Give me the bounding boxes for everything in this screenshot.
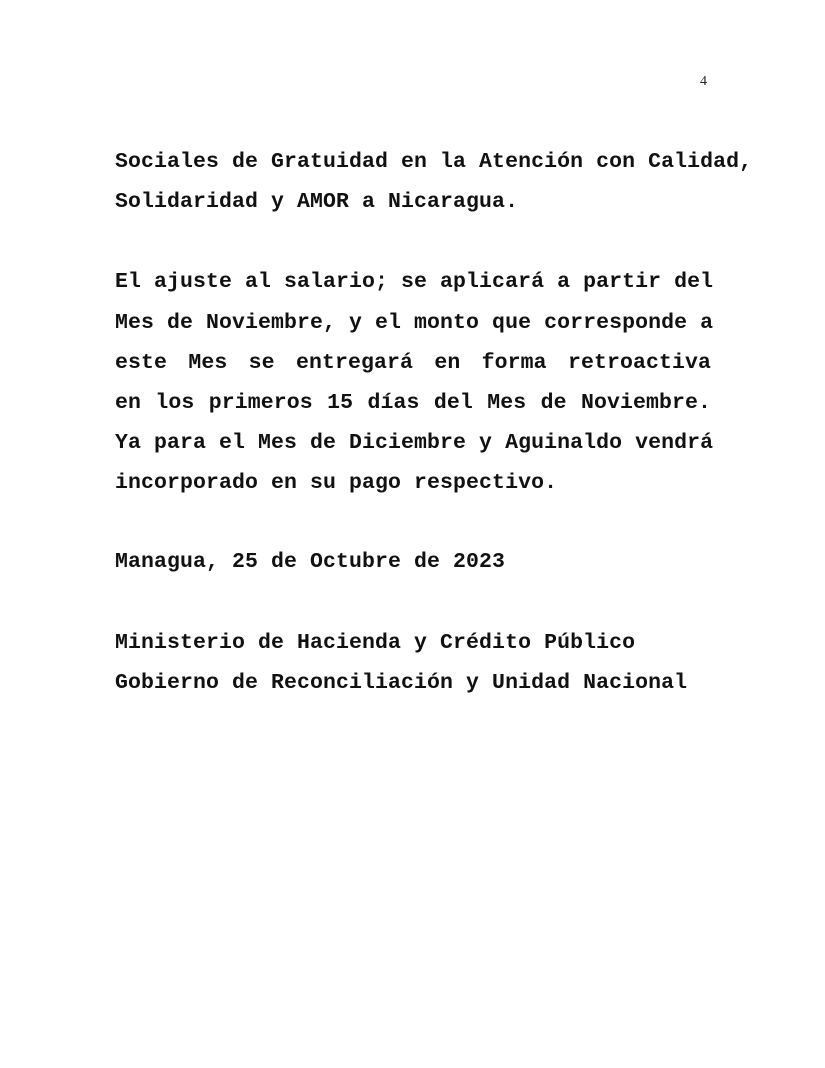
text-line: este Mes se entregará en forma retroactiva: [115, 351, 711, 375]
signature-government: Gobierno de Reconciliación y Unidad Nacional: [115, 671, 688, 695]
page-number: 4: [700, 74, 707, 89]
text-line: El ajuste al salario; se aplicará a partir del: [115, 270, 714, 294]
text-line: incorporado en su pago respectivo.: [115, 471, 558, 495]
text-line: Ya para el Mes de Diciembre y Aguinaldo vendrá: [115, 431, 714, 455]
date-line: Managua, 25 de Octubre de 2023: [115, 550, 506, 574]
text-line: en los primeros 15 días del Mes de Noviembre.: [115, 391, 711, 415]
signature-ministry: Ministerio de Hacienda y Crédito Público: [115, 631, 636, 655]
text-line: Solidaridad y AMOR a Nicaragua.: [115, 190, 519, 214]
text-line: Sociales de Gratuidad en la Atención con Calidad,: [115, 150, 753, 174]
text-line: Mes de Noviembre, y el monto que corresponde a: [115, 311, 714, 335]
